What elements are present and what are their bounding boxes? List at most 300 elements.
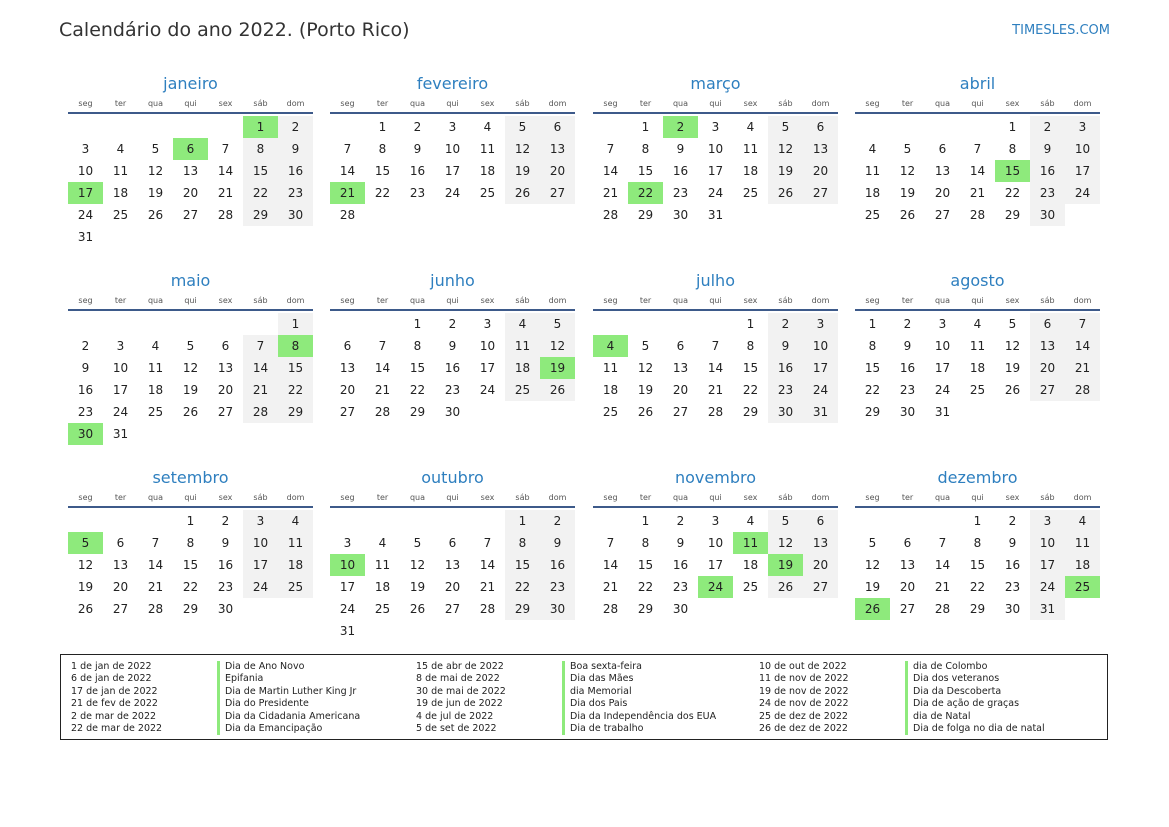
holiday-day-cell: 4	[593, 335, 628, 357]
day-cell: 14	[479, 558, 496, 572]
day-cell: 21	[969, 186, 986, 200]
weekday-label: qui	[709, 296, 722, 305]
day-cell: 20	[803, 160, 838, 182]
day-cell: 12	[409, 558, 426, 572]
day-cell: 7	[483, 536, 492, 550]
day-cell: 1	[278, 313, 313, 335]
day-cell: 4	[378, 536, 387, 550]
month-title: março	[690, 74, 741, 93]
weekday-label: seg	[865, 296, 880, 305]
weekday-header	[593, 97, 838, 111]
weekday-label: qua	[672, 296, 689, 305]
day-cell: 15	[637, 558, 654, 572]
day-cell: 22	[374, 186, 391, 200]
day-cell: 25	[742, 186, 759, 200]
day-cell: 19	[899, 186, 916, 200]
day-cell: 22	[742, 383, 759, 397]
day-cell: 29	[637, 602, 654, 616]
day-cell: 31	[339, 624, 356, 638]
day-cell: 5	[641, 339, 650, 353]
day-cell: 18	[278, 554, 313, 576]
day-cell: 24	[77, 208, 94, 222]
month-block	[68, 75, 313, 267]
day-cell: 12	[505, 138, 540, 160]
holiday-name: Dia da Independência dos EUA	[562, 711, 716, 723]
weekday-label: seg	[78, 296, 93, 305]
day-cell: 19	[182, 383, 199, 397]
day-cell: 29	[243, 204, 278, 226]
day-cell: 8	[973, 536, 982, 550]
day-grid	[593, 510, 838, 642]
weekday-label: seg	[865, 493, 880, 502]
day-cell: 31	[112, 427, 129, 441]
month-divider	[330, 112, 575, 114]
day-cell: 23	[444, 383, 461, 397]
day-grid	[68, 116, 313, 248]
day-cell: 25	[112, 208, 129, 222]
weekday-header	[593, 294, 838, 308]
day-cell: 29	[278, 401, 313, 423]
holiday-date: 15 de abr de 2022	[416, 661, 504, 672]
day-cell: 25	[278, 576, 313, 598]
weekday-label: ter	[901, 493, 914, 502]
day-cell: 21	[1065, 357, 1100, 379]
day-cell: 9	[81, 361, 90, 375]
day-cell: 12	[637, 361, 654, 375]
month-block	[330, 272, 575, 464]
month-block	[68, 272, 313, 464]
day-cell: 4	[278, 510, 313, 532]
day-cell: 27	[182, 208, 199, 222]
day-cell: 14	[934, 558, 951, 572]
day-cell: 24	[339, 602, 356, 616]
month-divider	[593, 112, 838, 114]
holiday-name: Dia do Presidente	[217, 698, 309, 710]
month-block	[330, 75, 575, 267]
day-cell: 14	[707, 361, 724, 375]
day-cell: 9	[676, 142, 685, 156]
weekday-label: qui	[971, 99, 984, 108]
day-cell: 8	[243, 138, 278, 160]
day-cell: 2	[1008, 514, 1017, 528]
month-divider	[68, 112, 313, 114]
day-cell: 15	[969, 558, 986, 572]
day-cell: 12	[147, 164, 164, 178]
weekday-label: sáb	[778, 493, 793, 502]
day-cell: 2	[903, 317, 912, 331]
day-cell: 4	[151, 339, 160, 353]
day-cell: 3	[243, 510, 278, 532]
weekday-label: sex	[743, 493, 758, 502]
weekday-label: seg	[603, 296, 618, 305]
month-block	[855, 75, 1100, 267]
day-cell: 22	[637, 580, 654, 594]
day-cell: 2	[1030, 116, 1065, 138]
day-cell: 19	[637, 383, 654, 397]
day-cell: 19	[1004, 361, 1021, 375]
day-cell: 6	[221, 339, 230, 353]
day-cell: 22	[182, 580, 199, 594]
day-cell: 18	[864, 186, 881, 200]
day-cell: 9	[413, 142, 422, 156]
day-cell: 2	[768, 313, 803, 335]
weekday-label: dom	[811, 99, 830, 108]
day-cell: 14	[339, 164, 356, 178]
weekday-label: dom	[1073, 493, 1092, 502]
day-cell: 21	[374, 383, 391, 397]
day-cell: 10	[1030, 532, 1065, 554]
weekday-label: qui	[971, 493, 984, 502]
holiday-date: 22 de mar de 2022	[71, 722, 163, 734]
month-title: outubro	[421, 468, 484, 487]
weekday-label: ter	[901, 99, 914, 108]
day-cell: 31	[934, 405, 951, 419]
holiday-day-cell: 30	[68, 423, 103, 445]
day-grid	[593, 116, 838, 248]
weekday-label: dom	[811, 296, 830, 305]
holiday-date: 6 de jan de 2022	[71, 673, 152, 685]
day-cell: 23	[409, 186, 426, 200]
day-cell: 6	[116, 536, 125, 550]
day-cell: 28	[339, 208, 356, 222]
weekday-label: sex	[218, 296, 233, 305]
weekday-label: sáb	[253, 493, 268, 502]
day-cell: 30	[672, 208, 689, 222]
day-cell: 28	[934, 602, 951, 616]
day-cell: 28	[479, 602, 496, 616]
weekday-label: seg	[78, 99, 93, 108]
day-grid	[330, 313, 575, 445]
day-cell: 7	[606, 142, 615, 156]
holiday-date: 21 de fev de 2022	[71, 698, 158, 710]
day-cell: 13	[803, 532, 838, 554]
day-cell: 3	[448, 120, 457, 134]
weekday-label: ter	[114, 493, 127, 502]
day-cell: 30	[899, 405, 916, 419]
day-cell: 20	[1030, 357, 1065, 379]
day-cell: 4	[868, 142, 877, 156]
holiday-date: 26 de dez de 2022	[759, 722, 848, 734]
weekday-header	[593, 491, 838, 505]
weekday-label: ter	[639, 99, 652, 108]
holiday-day-cell: 19	[540, 357, 575, 379]
weekday-label: qua	[409, 493, 426, 502]
weekday-label: ter	[376, 296, 389, 305]
weekday-header	[330, 97, 575, 111]
day-cell: 8	[186, 536, 195, 550]
day-cell: 14	[969, 164, 986, 178]
day-cell: 26	[1004, 383, 1021, 397]
day-cell: 7	[1065, 313, 1100, 335]
day-cell: 17	[1065, 160, 1100, 182]
day-cell: 8	[641, 536, 650, 550]
day-cell: 21	[217, 186, 234, 200]
day-cell: 21	[602, 186, 619, 200]
day-cell: 6	[938, 142, 947, 156]
weekday-header	[68, 97, 313, 111]
day-cell: 9	[1008, 536, 1017, 550]
month-block	[855, 469, 1100, 661]
day-cell: 29	[182, 602, 199, 616]
day-cell: 9	[540, 532, 575, 554]
day-cell: 12	[899, 164, 916, 178]
day-cell: 13	[934, 164, 951, 178]
holiday-day-cell: 1	[243, 116, 278, 138]
holiday-date: 24 de nov de 2022	[759, 698, 849, 710]
day-cell: 12	[768, 532, 803, 554]
weekday-label: ter	[639, 493, 652, 502]
day-cell: 16	[540, 554, 575, 576]
day-cell: 11	[864, 164, 881, 178]
day-cell: 19	[768, 160, 803, 182]
day-cell: 20	[540, 160, 575, 182]
day-cell: 27	[540, 182, 575, 204]
day-cell: 27	[112, 602, 129, 616]
day-cell: 31	[77, 230, 94, 244]
day-cell: 26	[147, 208, 164, 222]
day-cell: 5	[868, 536, 877, 550]
day-cell: 2	[676, 514, 685, 528]
day-cell: 6	[803, 510, 838, 532]
month-title: setembro	[152, 468, 229, 487]
weekday-label: ter	[639, 296, 652, 305]
day-cell: 16	[1030, 160, 1065, 182]
day-cell: 20	[444, 580, 461, 594]
month-title: fevereiro	[416, 74, 489, 93]
weekday-label: ter	[114, 296, 127, 305]
day-cell: 5	[768, 510, 803, 532]
day-cell: 11	[112, 164, 129, 178]
day-cell: 19	[77, 580, 94, 594]
day-cell: 22	[243, 182, 278, 204]
day-cell: 9	[676, 536, 685, 550]
day-cell: 10	[112, 361, 129, 375]
day-cell: 1	[186, 514, 195, 528]
day-cell: 9	[278, 138, 313, 160]
weekday-label: dom	[548, 99, 567, 108]
holiday-day-cell: 15	[995, 160, 1030, 182]
day-cell: 25	[505, 379, 540, 401]
month-title: abril	[959, 74, 996, 93]
day-grid	[855, 116, 1100, 248]
weekday-label: qua	[672, 493, 689, 502]
day-cell: 2	[413, 120, 422, 134]
day-cell: 22	[969, 580, 986, 594]
weekday-label: qui	[971, 296, 984, 305]
day-cell: 7	[243, 335, 278, 357]
day-cell: 23	[1030, 182, 1065, 204]
day-cell: 4	[116, 142, 125, 156]
day-cell: 16	[444, 361, 461, 375]
day-cell: 16	[77, 383, 94, 397]
day-grid	[68, 313, 313, 445]
holiday-name: Dia dos Pais	[562, 698, 627, 710]
day-cell: 16	[768, 357, 803, 379]
day-cell: 2	[81, 339, 90, 353]
weekday-label: dom	[1073, 99, 1092, 108]
day-cell: 5	[768, 116, 803, 138]
day-cell: 30	[672, 602, 689, 616]
day-cell: 13	[217, 361, 234, 375]
day-cell: 14	[602, 558, 619, 572]
day-cell: 8	[746, 339, 755, 353]
day-cell: 3	[116, 339, 125, 353]
day-cell: 19	[864, 580, 881, 594]
day-cell: 1	[973, 514, 982, 528]
day-cell: 18	[602, 383, 619, 397]
day-cell: 25	[147, 405, 164, 419]
holiday-date: 19 de jun de 2022	[416, 698, 503, 710]
day-cell: 30	[1004, 602, 1021, 616]
holiday-date: 8 de mai de 2022	[416, 673, 500, 685]
brand-link[interactable]: TIMESLES.COM	[1012, 23, 1110, 38]
day-cell: 12	[540, 335, 575, 357]
holiday-name: dia de Natal	[905, 711, 971, 723]
holiday-date: 25 de dez de 2022	[759, 710, 848, 722]
weekday-label: sex	[480, 99, 495, 108]
day-cell: 13	[112, 558, 129, 572]
day-cell: 5	[1008, 317, 1017, 331]
month-title: maio	[170, 271, 211, 290]
holiday-date: 19 de nov de 2022	[759, 685, 849, 697]
day-cell: 6	[343, 339, 352, 353]
weekday-label: qui	[446, 296, 459, 305]
weekday-label: ter	[901, 296, 914, 305]
day-cell: 18	[112, 186, 129, 200]
day-cell: 24	[444, 186, 461, 200]
day-cell: 22	[864, 383, 881, 397]
holiday-name: Dia dos veteranos	[905, 673, 999, 685]
day-cell: 18	[479, 164, 496, 178]
day-cell: 21	[934, 580, 951, 594]
day-cell: 28	[602, 208, 619, 222]
weekday-label: sáb	[778, 296, 793, 305]
day-cell: 27	[803, 576, 838, 598]
day-cell: 2	[221, 514, 230, 528]
day-cell: 10	[77, 164, 94, 178]
weekday-label: sex	[218, 99, 233, 108]
day-cell: 5	[903, 142, 912, 156]
day-cell: 30	[540, 598, 575, 620]
weekday-label: qui	[709, 99, 722, 108]
day-cell: 30	[768, 401, 803, 423]
weekday-label: ter	[114, 99, 127, 108]
day-cell: 28	[969, 208, 986, 222]
day-cell: 23	[1004, 580, 1021, 594]
day-cell: 27	[339, 405, 356, 419]
day-cell: 25	[864, 208, 881, 222]
weekday-label: sex	[480, 296, 495, 305]
weekday-label: qui	[184, 296, 197, 305]
month-block	[330, 469, 575, 661]
day-cell: 10	[1065, 138, 1100, 160]
day-cell: 28	[147, 602, 164, 616]
holiday-date: 30 de mai de 2022	[416, 685, 506, 697]
weekday-label: qua	[672, 99, 689, 108]
day-cell: 11	[505, 335, 540, 357]
weekday-label: sáb	[253, 99, 268, 108]
day-cell: 26	[505, 182, 540, 204]
day-cell: 6	[1030, 313, 1065, 335]
day-cell: 1	[505, 510, 540, 532]
weekday-header	[330, 491, 575, 505]
day-cell: 31	[803, 401, 838, 423]
weekday-label: ter	[376, 493, 389, 502]
holiday-date: 2 de mar de 2022	[71, 710, 157, 722]
day-cell: 7	[711, 339, 720, 353]
day-cell: 8	[413, 339, 422, 353]
day-cell: 26	[899, 208, 916, 222]
weekday-label: dom	[286, 99, 305, 108]
holiday-date: 17 de jan de 2022	[71, 685, 158, 697]
weekday-label: seg	[603, 493, 618, 502]
day-cell: 26	[540, 379, 575, 401]
holiday-day-cell: 11	[733, 532, 768, 554]
day-cell: 17	[707, 558, 724, 572]
day-cell: 7	[378, 339, 387, 353]
day-cell: 15	[243, 160, 278, 182]
holiday-date: 10 de out de 2022	[759, 661, 847, 672]
day-cell: 17	[803, 357, 838, 379]
day-cell: 15	[637, 164, 654, 178]
day-cell: 11	[742, 142, 759, 156]
day-cell: 22	[278, 379, 313, 401]
month-title: novembro	[675, 468, 756, 487]
day-cell: 29	[864, 405, 881, 419]
day-cell: 30	[1030, 204, 1065, 226]
day-cell: 10	[934, 339, 951, 353]
holiday-day-cell: 24	[698, 576, 733, 598]
day-cell: 23	[899, 383, 916, 397]
day-cell: 29	[969, 602, 986, 616]
day-cell: 27	[444, 602, 461, 616]
day-cell: 25	[374, 602, 391, 616]
holiday-date: 11 de nov de 2022	[759, 673, 849, 685]
day-cell: 13	[540, 138, 575, 160]
day-cell: 7	[973, 142, 982, 156]
day-cell: 8	[1008, 142, 1017, 156]
month-title: janeiro	[163, 74, 218, 93]
day-cell: 20	[217, 383, 234, 397]
weekday-label: qui	[184, 493, 197, 502]
day-cell: 4	[1065, 510, 1100, 532]
day-cell: 22	[1004, 186, 1021, 200]
weekday-label: seg	[603, 99, 618, 108]
holiday-name: Dia da Descoberta	[905, 686, 1001, 698]
month-title: agosto	[950, 271, 1005, 290]
day-cell: 1	[746, 317, 755, 331]
holiday-legend	[60, 654, 1108, 740]
day-cell: 4	[746, 120, 755, 134]
day-cell: 18	[742, 558, 759, 572]
holiday-name: Dia de folga no dia de natal	[905, 723, 1045, 735]
day-cell: 16	[278, 160, 313, 182]
day-cell: 22	[409, 383, 426, 397]
day-cell: 9	[221, 536, 230, 550]
weekday-label: ter	[376, 99, 389, 108]
day-cell: 7	[606, 536, 615, 550]
day-cell: 15	[374, 164, 391, 178]
day-cell: 15	[864, 361, 881, 375]
day-cell: 11	[147, 361, 164, 375]
weekday-label: qui	[446, 99, 459, 108]
day-cell: 27	[672, 405, 689, 419]
day-cell: 12	[768, 138, 803, 160]
day-cell: 13	[1030, 335, 1065, 357]
day-cell: 25	[479, 186, 496, 200]
day-cell: 12	[182, 361, 199, 375]
weekday-label: qua	[147, 493, 164, 502]
